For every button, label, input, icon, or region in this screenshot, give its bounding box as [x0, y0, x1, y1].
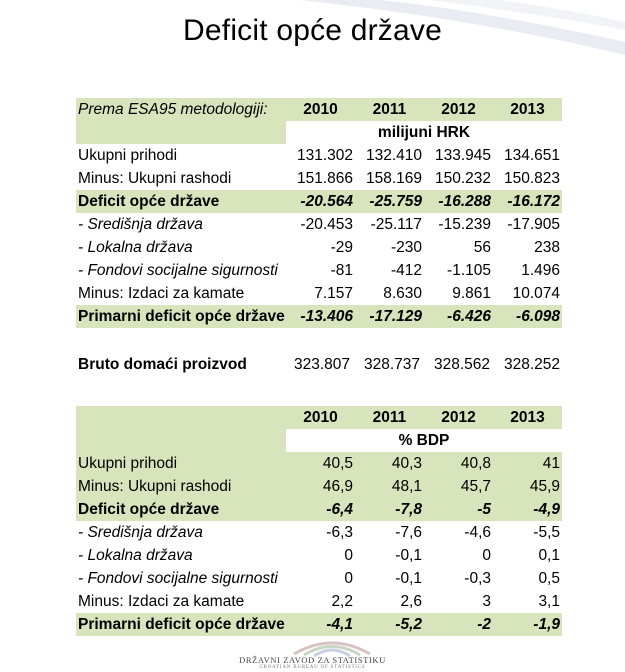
- row-label: Primarni deficit opće države: [76, 613, 286, 636]
- table-row: [76, 236, 562, 259]
- cell-value: -5,5: [533, 523, 560, 541]
- cell-value: -5: [424, 498, 493, 521]
- cell-value: 41: [493, 452, 562, 475]
- cell-value: -16.172: [493, 190, 562, 213]
- cell-value: -15.239: [438, 215, 491, 233]
- cell-value: 134.651: [503, 146, 560, 164]
- table-header-row: [76, 406, 562, 429]
- row-label: - Središnja država: [78, 523, 203, 541]
- cell-value: -4,1: [286, 613, 355, 636]
- row-label: Primarni deficit opće države: [76, 305, 286, 328]
- cell-value: -17.905: [507, 215, 560, 233]
- table-row: [76, 452, 562, 475]
- cell-value: 9.861: [452, 284, 491, 302]
- cell-value: 150.232: [434, 169, 491, 187]
- institution-name-en: CROATIAN BUREAU OF STATISTICS: [259, 665, 366, 670]
- cell-value: -6.426: [424, 305, 493, 328]
- cell-value: 48,1: [355, 475, 424, 498]
- cell-value: -20.564: [286, 190, 355, 213]
- cell-value: 0: [344, 569, 353, 587]
- table-row: [76, 475, 562, 498]
- table-row: [76, 213, 562, 236]
- cell-value: 0: [482, 546, 491, 564]
- cell-value: -0,1: [395, 569, 422, 587]
- cell-value: -6.098: [493, 305, 562, 328]
- table-row: [76, 521, 562, 544]
- row-label: Ukupni prihodi: [76, 452, 286, 475]
- table-row-primary-deficit: [76, 305, 562, 328]
- cell-value: -4,6: [464, 523, 491, 541]
- cell-value: 131.302: [296, 146, 353, 164]
- cell-value: -5,2: [355, 613, 424, 636]
- table-row: [76, 144, 562, 167]
- unit-label: milijuni HRK: [286, 121, 562, 144]
- cell-value: 0,1: [538, 546, 560, 564]
- cell-value: 45,9: [493, 475, 562, 498]
- year-header: 2010: [286, 98, 355, 121]
- row-label: - Fondovi socijalne sigurnosti: [78, 261, 278, 279]
- cell-value: -13.406: [286, 305, 355, 328]
- year-header: 2011: [355, 98, 424, 121]
- row-label: Bruto domaći proizvod: [78, 356, 247, 373]
- cell-value: -81: [330, 261, 353, 279]
- cell-value: 45,7: [424, 475, 493, 498]
- cell-value: -230: [390, 238, 422, 256]
- row-label: Minus: Ukupni rashodi: [78, 169, 232, 187]
- cell-value: -1.105: [447, 261, 491, 279]
- cell-value: 7.157: [314, 284, 353, 302]
- cell-value: 328.737: [363, 356, 420, 373]
- cell-value: -7,6: [395, 523, 422, 541]
- table-row: [76, 167, 562, 190]
- deficit-table-hrk: [76, 98, 562, 328]
- method-label: Prema ESA95 metodologiji:: [76, 98, 286, 121]
- cell-value: -2: [424, 613, 493, 636]
- row-label: - Fondovi socijalne sigurnosti: [78, 569, 278, 587]
- cell-value: -7,8: [355, 498, 424, 521]
- cell-value: 40,8: [424, 452, 493, 475]
- unit-row: [76, 429, 562, 452]
- cell-value: 328.562: [433, 356, 490, 373]
- page-title: Deficit opće države: [183, 14, 442, 47]
- unit-row: [76, 121, 562, 144]
- table-row: [76, 567, 562, 590]
- cell-value: -20.453: [300, 215, 353, 233]
- row-label: - Središnja država: [78, 215, 203, 233]
- cell-value: -16.288: [424, 190, 493, 213]
- cell-value: -25.759: [355, 190, 424, 213]
- cell-value: -6,4: [286, 498, 355, 521]
- row-label: Minus: Izdaci za kamate: [78, 592, 245, 610]
- cell-value: 0,5: [538, 569, 560, 587]
- year-header: 2013: [493, 406, 562, 429]
- cell-value: 1.496: [521, 261, 560, 279]
- cell-value: 132.410: [365, 146, 422, 164]
- table-header-row: [76, 98, 562, 121]
- cell-value: -29: [330, 238, 353, 256]
- row-label: Deficit opće države: [76, 190, 286, 213]
- cell-value: 46,9: [286, 475, 355, 498]
- unit-label: % BDP: [286, 429, 562, 452]
- cell-value: 238: [534, 238, 560, 256]
- cell-value: 0: [344, 546, 353, 564]
- cell-value: 56: [473, 238, 491, 256]
- table-row-deficit: [76, 498, 562, 521]
- table-row-deficit: [76, 190, 562, 213]
- cell-value: 2,2: [331, 592, 353, 610]
- cell-value: -17.129: [355, 305, 424, 328]
- cell-value: -0,1: [395, 546, 422, 564]
- deficit-table-gdp-share: [76, 406, 562, 636]
- table-row: [76, 282, 562, 305]
- year-header: 2010: [286, 406, 355, 429]
- cell-value: -25.117: [370, 215, 422, 233]
- row-label: Minus: Izdaci za kamate: [78, 284, 245, 302]
- cell-value: -1,9: [493, 613, 562, 636]
- cell-value: 10.074: [512, 284, 560, 302]
- cell-value: 40,5: [286, 452, 355, 475]
- table-row: [76, 590, 562, 613]
- cell-value: 8.630: [383, 284, 422, 302]
- cell-value: 328.252: [503, 356, 560, 373]
- cell-value: -4,9: [493, 498, 562, 521]
- row-label: Deficit opće države: [76, 498, 286, 521]
- cell-value: 40,3: [355, 452, 424, 475]
- cell-value: -6,3: [326, 523, 353, 541]
- row-label: Ukupni prihodi: [78, 146, 178, 164]
- cell-value: 3,1: [538, 592, 560, 610]
- cell-value: 323.807: [293, 356, 350, 373]
- cell-value: 133.945: [434, 146, 491, 164]
- cell-value: 2,6: [400, 592, 422, 610]
- cell-value: -412: [390, 261, 422, 279]
- year-header: 2012: [424, 98, 493, 121]
- cell-value: 3: [482, 592, 491, 610]
- row-label: - Lokalna država: [78, 238, 193, 256]
- table-row: [76, 259, 562, 282]
- cell-value: 151.866: [296, 169, 353, 187]
- row-label: - Lokalna država: [78, 546, 193, 564]
- table-row: [76, 544, 562, 567]
- cell-value: -0,3: [464, 569, 491, 587]
- cell-value: 158.169: [365, 169, 422, 187]
- year-header: 2012: [424, 406, 493, 429]
- year-header: 2011: [355, 406, 424, 429]
- year-header: 2013: [493, 98, 562, 121]
- institution-name: DRŽAVNI ZAVOD ZA STATISTIKU: [239, 655, 386, 665]
- cell-value: 150.823: [503, 169, 560, 187]
- row-label: Minus: Ukupni rashodi: [76, 475, 286, 498]
